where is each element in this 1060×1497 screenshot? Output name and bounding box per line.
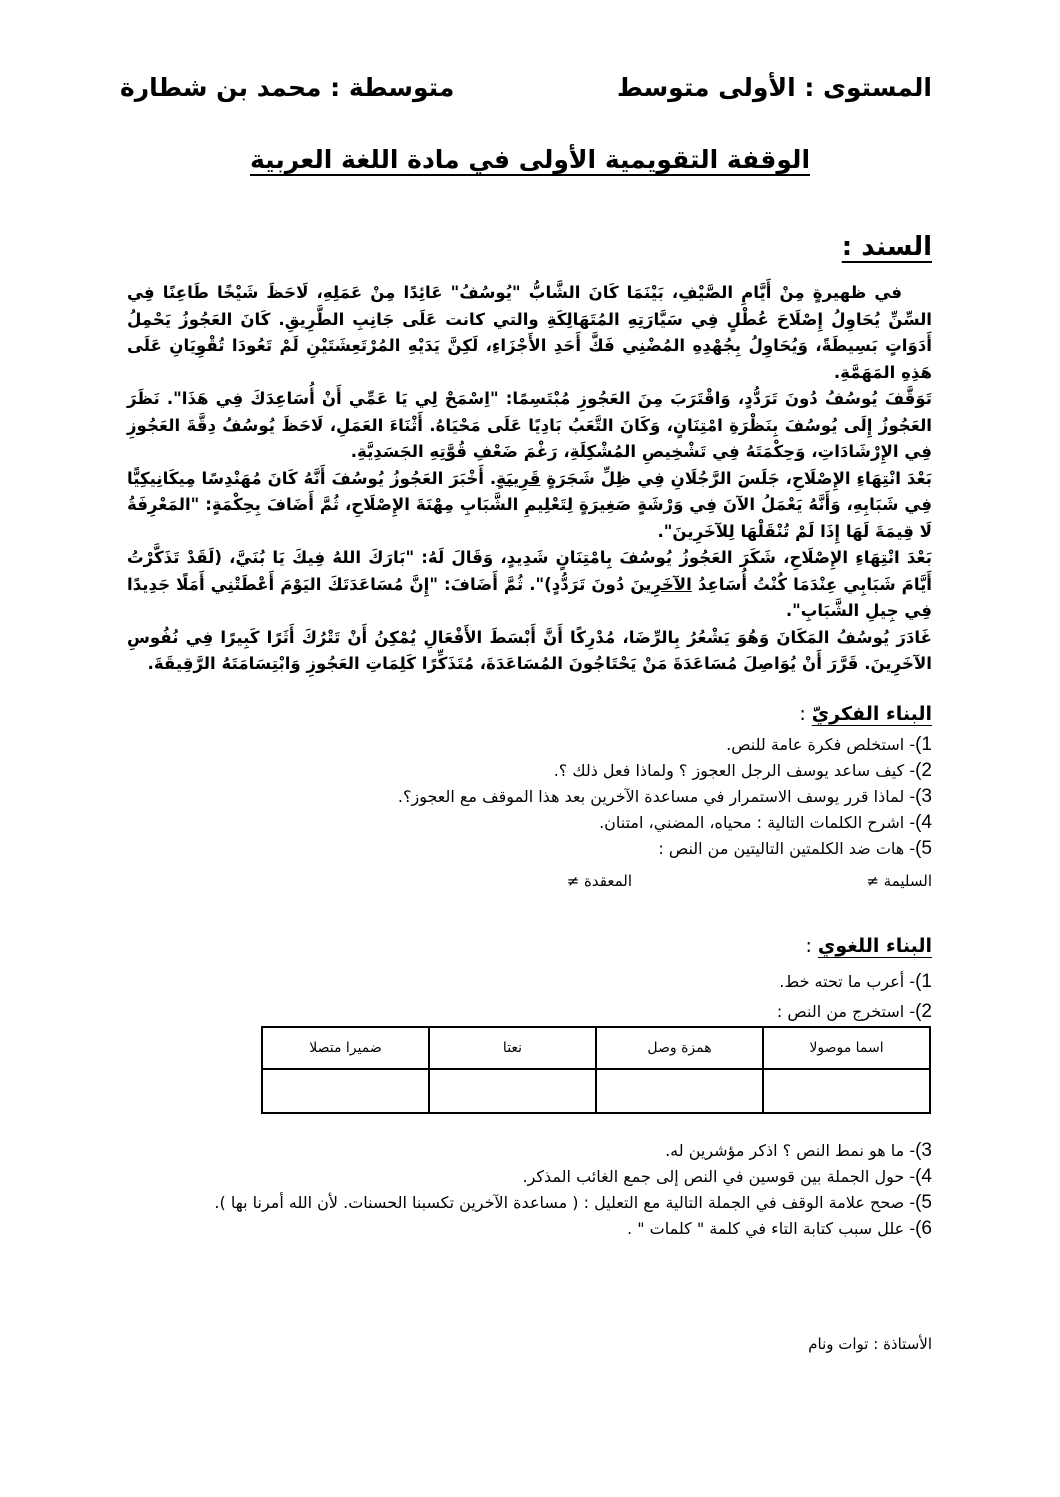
question-item bbox=[127, 997, 932, 1027]
teacher-name: الأستاذة : توات ونام bbox=[808, 1335, 932, 1353]
heading-colon: : bbox=[805, 935, 818, 957]
passage-text: غَادَرَ يُوسُفُ المَكَانَ وَهُوَ يَشْعُرُ بِالرِّضَا، مُدْرِكًا أَنَّ أَبْسَطَ الأَفْعَالِ يُمْكِنُ أَنْ تَتْرُكَ أَثَرًا كَبِيرًا فِي نُفُوسِ الآخَرِينَ. قَرَّرَ أَنْ يُوَاصِلَ مُسَاعَدَةَ مَنْ يَحْتَاجُونَ المُسَاعَدَةَ، مُتَذَكِّرًا كَلِمَاتِ العَجُوزِ وَابْتِسَامَتَهُ الرَّقِيقَةَ. bbox=[127, 627, 932, 673]
fikri-questions bbox=[127, 732, 932, 862]
passage-text: تَوَقَّفَ يُوسُفُ دُونَ تَرَدُّدٍ، وَاقْتَرَبَ مِنَ العَجُوزِ مُبْتَسِمًا: "اِسْمَحْ لِي يَا عَمِّي أَنْ أُسَاعِدَكَ فِي هَذَا". نَظَرَ العَجُوزُ إِلَى يُوسُفَ بِنَظْرَةِ امْتِنَانٍ، وَكَانَ التَّعَبُ بَادِيًا عَلَى مَحْيَاهُ. أَثْنَاءَ العَمَلِ، لَاحَظَ يُوسُفُ دِقَّةَ العَجُوزِ فِي الإِرْشَادَاتِ، وَحِكْمَتَهُ فِي تَشْخِيصِ المُشْكِلَةِ، رَغْمَ ضَعْفِ قُوَّتِهِ الجَسَدِيَّةِ. bbox=[127, 389, 932, 461]
lughawi-heading bbox=[805, 935, 932, 957]
question-item bbox=[127, 1216, 932, 1242]
heading-colon: : bbox=[799, 703, 812, 725]
question-item bbox=[127, 1190, 932, 1216]
table-header-cell: ضميرا متصلا bbox=[262, 1027, 429, 1069]
answer-cell[interactable] bbox=[429, 1069, 596, 1113]
question-item bbox=[127, 1138, 932, 1164]
page-title: الوقفة التقويمية الأولى في مادة اللغة العربية bbox=[249, 145, 811, 174]
lughawi-questions-bottom bbox=[127, 1138, 932, 1242]
question-text: - صحح علامة الوقف في الجملة التالية مع التعليل : ( مساعدة الآخرين تكسبنا الحسنات. لأن الله أمرنا بها ). bbox=[214, 1193, 916, 1212]
reading-passage bbox=[127, 280, 932, 678]
table-header-row bbox=[262, 1027, 930, 1069]
opposite-item: المعقدة ≠ bbox=[566, 872, 632, 890]
answer-cell[interactable] bbox=[262, 1069, 429, 1113]
passage-text: بَعْدَ انْتِهَاءِ الإِصْلَاحِ، شَكَرَ العَجُوزُ يُوسُفَ بِامْتِنَانٍ شَدِيدٍ، وَقَالَ لَهُ: "بَارَكَ اللهُ فِيكَ يَا بُنَيَّ، (لَقَدْ تَذَكَّرْتُ أَيَّامَ شَبَابِي عِنْدَمَا كُنْتُ أُسَاعِدُ bbox=[127, 548, 932, 594]
question-item bbox=[127, 836, 932, 862]
answer-cell[interactable] bbox=[596, 1069, 763, 1113]
passage-paragraph bbox=[127, 545, 932, 625]
question-item bbox=[127, 1164, 932, 1190]
question-number: 3) bbox=[915, 786, 932, 807]
fikri-heading-text: البناء الفكريّ bbox=[811, 703, 932, 725]
underlined-word: الآخَرِينَ bbox=[630, 574, 692, 594]
table-answer-row bbox=[262, 1069, 930, 1113]
underlined-word: قَرِيبَةٍ bbox=[496, 468, 541, 488]
passage-text: في ظهيرةٍ مِنْ أَيَّامِ الصَّيْفِ، بَيْنَمَا كَانَ الشَّابُّ "يُوسُفُ" عَائِدًا مِنْ عَمَلِهِ، لَاحَظَ شَيْخًا طَاعِنًا فِي السِّنِّ يُحَاوِلُ إِصْلَاحَ عُطْلٍ فِي سَيَّارَتِهِ المُتَهَالِكَةِ والتي كانت عَلَى جَانِبِ الطَّرِيقِ. كَانَ العَجُوزُ يَحْمِلُ أَدَوَاتٍ بَسِيطَةً، وَيُحَاوِلُ بِجُهْدِهِ المُضْنِي فَكَّ أَحَدِ الأَجْزَاءِ، لَكِنَّ يَدَيْهِ المُرْتَعِشَتَيْنِ لَمْ تَعُودَا تُقْوِيَانِ عَلَى هَذِهِ المَهَمَّةِ. bbox=[127, 283, 932, 382]
school-label: متوسطة : محمد بن شطارة bbox=[120, 72, 455, 102]
extraction-table bbox=[261, 1026, 931, 1114]
question-number: 6) bbox=[915, 1218, 932, 1239]
passage-paragraph bbox=[127, 386, 932, 466]
question-number: 1) bbox=[915, 971, 932, 992]
question-text: - استخرج من النص : bbox=[776, 1002, 916, 1021]
page-header bbox=[120, 62, 932, 112]
answer-cell[interactable] bbox=[763, 1069, 930, 1113]
question-item bbox=[127, 732, 932, 758]
level-label: المستوى : الأولى متوسط bbox=[616, 72, 932, 102]
question-item bbox=[127, 810, 932, 836]
table-header-cell: همزة وصل bbox=[596, 1027, 763, 1069]
passage-text: بَعْدَ انْتِهَاءِ الإِصْلَاحِ، جَلَسَ الرَّجُلَانِ فِي ظِلِّ شَجَرَةٍ bbox=[540, 468, 933, 488]
question-text: - حول الجملة بين قوسين في النص إلى جمع الغائب المذكر. bbox=[522, 1167, 916, 1186]
fikri-heading bbox=[799, 703, 932, 725]
question-item bbox=[127, 967, 932, 997]
question-text: - علل سبب كتابة التاء في كلمة " كلمات " . bbox=[627, 1219, 916, 1238]
question-number: 4) bbox=[915, 1166, 932, 1187]
question-text: - هات ضد الكلمتين التاليتين من النص : bbox=[658, 839, 916, 858]
sanad-heading: السند : bbox=[841, 232, 932, 262]
question-text: - اشرح الكلمات التالية : محياه، المضني، امتنان. bbox=[599, 813, 916, 832]
question-text: - استخلص فكرة عامة للنص. bbox=[726, 735, 916, 754]
question-text: - لماذا قرر يوسف الاستمرار في مساعدة الآخرين بعد هذا الموقف مع العجوز؟. bbox=[397, 787, 916, 806]
question-number: 5) bbox=[915, 1192, 932, 1213]
question-text: - كيف ساعد يوسف الرجل العجوز ؟ ولماذا فعل ذلك ؟. bbox=[553, 761, 916, 780]
lughawi-heading-text: البناء اللغوي bbox=[817, 935, 932, 957]
passage-text: . أَخْبَرَ العَجُوزُ يُوسُفَ أَنَّهُ كَانَ مُهَنْدِسًا مِيكَانِيكِيًّا فِي شَبَابِهِ، وَأَنَّهُ يَعْمَلُ الآنَ فِي وَرْشَةٍ صَغِيرَةٍ لِتَعْلِيمِ الشَّبَابِ مِهْنَةَ الإِصْلَاحِ، ثُمَّ أَضَافَ بِحِكْمَةٍ: "المَعْرِفَةُ لَا قِيمَةَ لَهَا إِذَا لَمْ تُنْقَلْهَا لِلآخَرِينَ". bbox=[127, 468, 932, 541]
table-header-cell: اسما موصولا bbox=[763, 1027, 930, 1069]
passage-paragraph bbox=[127, 280, 932, 386]
question-item bbox=[127, 784, 932, 810]
question-number: 2) bbox=[915, 760, 932, 781]
passage-paragraph bbox=[127, 625, 932, 678]
question-number: 5) bbox=[915, 838, 932, 859]
question-number: 3) bbox=[915, 1140, 932, 1161]
opposite-item: السليمة ≠ bbox=[866, 872, 932, 890]
question-item bbox=[127, 758, 932, 784]
question-text: - ما هو نمط النص ؟ اذكر مؤشرين له. bbox=[665, 1141, 916, 1160]
opposites-row bbox=[567, 872, 932, 890]
question-number: 2) bbox=[915, 1001, 932, 1022]
question-text: - أعرب ما تحته خط. bbox=[779, 972, 916, 991]
table-header-cell: نعتا bbox=[429, 1027, 596, 1069]
passage-paragraph bbox=[127, 466, 932, 546]
question-number: 4) bbox=[915, 812, 932, 833]
question-number: 1) bbox=[915, 734, 932, 755]
lughawi-questions-top bbox=[127, 967, 932, 1027]
passage-text: دُونَ تَرَدُّدٍ)". ثُمَّ أَضَافَ: "إِنَّ مُسَاعَدَتَكَ اليَوْمَ أَعْطَتْنِي أَمَلًا جَدِيدًا فِي جِيلِ الشَّبَابِ". bbox=[127, 574, 932, 620]
